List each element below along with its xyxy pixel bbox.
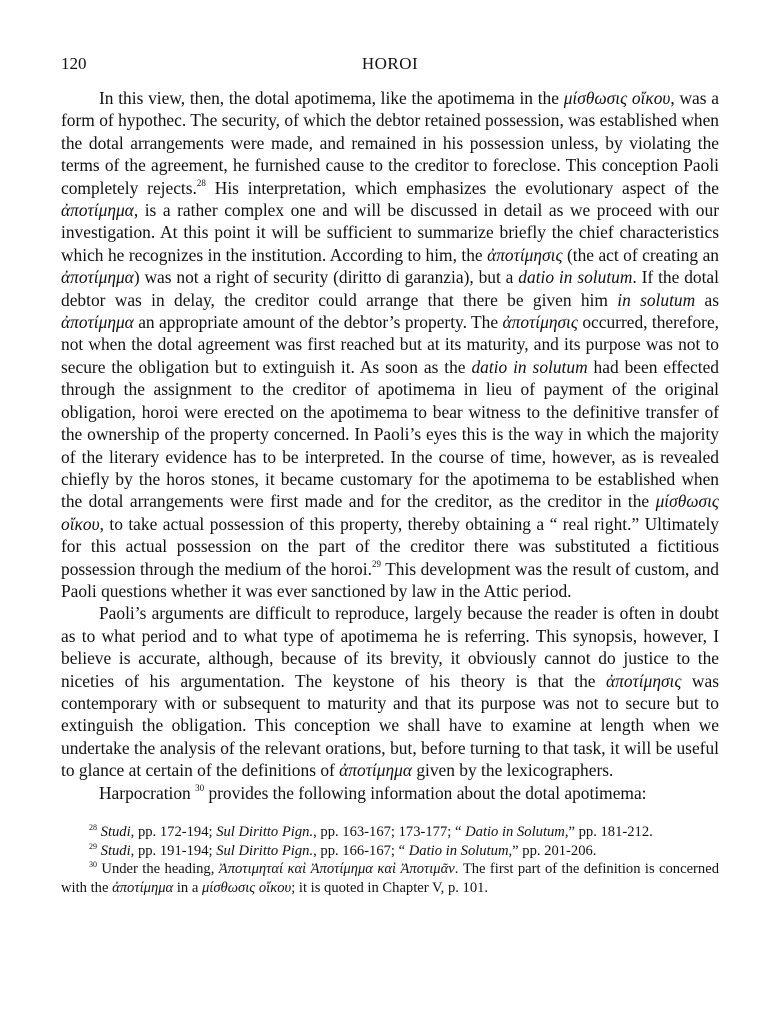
italic-text: ἀποτίμημα (112, 879, 174, 896)
text-run: Harpocration (99, 782, 196, 803)
italic-text: Studi (100, 842, 131, 859)
text-run: Under the heading, (97, 861, 219, 877)
footnote-ref: 28 (196, 177, 206, 188)
text-run: , pp. 166-167; “ (313, 842, 409, 859)
text-run: ” pp. 181-212. (568, 824, 653, 840)
text-run: ; it is quoted in Chapter V, p. 101. (291, 879, 489, 896)
text-run: ” pp. 201-206. (512, 842, 597, 859)
italic-text: in solutum (617, 289, 696, 310)
text-run: . If the dotal debtor was in delay, the creditor could arrange that there be given him (61, 267, 719, 310)
page-header (61, 52, 719, 76)
italic-text: datio in solutum (471, 356, 588, 377)
footnotes (61, 823, 719, 897)
footnote-ref: 30 (89, 860, 97, 869)
text-run: ) was not a right of security (diritto di garanzia), but a (133, 267, 519, 288)
italic-text: Studi (100, 824, 131, 840)
italic-text: Sul Diritto Pign. (216, 842, 314, 859)
text-run: , pp. 191-194; (130, 842, 217, 859)
text-run: , to take actual possession of this property, thereby obtaining a “ real right.” Ultimately for this actual possession on the part of the creditor there was substituted a fictitious possession through the medium of the horoi. (61, 513, 719, 579)
text-run: as (695, 289, 719, 310)
text-run: . The first part of the definition is concerned with the (61, 861, 719, 896)
text-run: His interpretation, which emphasizes the evolutionary aspect of the (205, 177, 719, 198)
italic-text: μίσθωσις οἴκου (563, 88, 671, 108)
footnote-ref: 30 (195, 782, 205, 793)
italic-text: ἀποτίμημα (339, 760, 412, 781)
page-number: 120 (61, 54, 87, 73)
footnote-ref: 29 (371, 558, 381, 569)
italic-text: ἀποτίμησις (502, 312, 578, 333)
italic-text: datio in solutum (518, 267, 633, 288)
footnote-ref: 29 (89, 841, 97, 851)
italic-text: μίσθωσις οἴκου (61, 491, 719, 534)
text-run: was contemporary with or subsequent to maturity and that its purpose was not to secure but to extinguish the obligation. This conception we shall have to examine at length when we undertake the analysis of the relevant orations, but, before turning to that task, it will be useful to glance at certain of the definitions of (61, 670, 719, 781)
footnote (61, 842, 719, 861)
paragraph (61, 782, 719, 804)
text-run: In this view, then, the dotal apotimema, like the apotimema in the (99, 88, 564, 108)
running-head: HOROI (361, 54, 419, 73)
text-run: given by the lexicographers. (411, 760, 614, 781)
text-run: in a (173, 879, 202, 896)
text-run: had been effected through the assignment to the creditor of apotimema in lieu of payment of the original obligation, horoi were erected on the apotimema to bear witness to the definitive transfer of the ownership of the property concerned. In Paoli’s eyes this is the way in which the majority of the literary evidence has to be interpreted. In the course of time, however, as is revealed chiefly by the horos stones, it became customary for the apotimema to be established when the dotal arrangements were first made and for the creditor, as the creditor in the (61, 356, 719, 512)
italic-text: ἀποτίμημα (61, 267, 134, 288)
text-run: , pp. 172-194; (130, 824, 217, 840)
italic-text: ἀποτίμημα (61, 312, 134, 333)
text-run: This development was the result of custom, and Paoli questions whether it was ever sanctioned by law in the Attic period. (61, 558, 719, 601)
italic-text: Sul Diritto Pign. (216, 824, 314, 840)
text-run: an appropriate amount of the debtor’s property. The (133, 312, 503, 333)
italic-text: ἀποτίμησις (606, 670, 682, 691)
footnote (61, 860, 719, 897)
footnote-ref: 28 (89, 823, 97, 832)
text-run: provides the following information about the dotal apotimema: (204, 782, 647, 803)
footnote (61, 823, 719, 842)
italic-text: ἀποτίμημα (61, 200, 134, 221)
text-run: (the act of creating an (562, 244, 719, 265)
text-run: Paoli’s arguments are difficult to reproduce, largely because the reader is often in doubt as to what period and to what type of apotimema he is referring. This synopsis, however, I believe is accurate, although, because of its brevity, it obviously cannot do justice to the niceties of his argumentation. The keystone of his theory is that the (61, 603, 719, 691)
text-run: , is a rather complex one and will be discussed in detail as we proceed with our investigation. At this point it will be sufficient to summarize briefly the chief characteristics which he recognizes in the institution. According to him, the (61, 200, 719, 265)
paragraph (61, 602, 719, 781)
text-run: , was a form of hypothec. The security, of which the debtor retained possession, was established when the dotal arrangements were made, and remained in his possession unless, by violating the terms of the agreement, he furnished cause to the creditor to foreclose. This conception Paoli completely rejects. (61, 88, 719, 198)
paragraph (61, 87, 719, 602)
italic-text: Datio in Solutum, (408, 842, 513, 859)
italic-text: Ἀποτιμηταί καὶ Ἀποτίμημα καὶ Ἀποτιμᾶν (218, 861, 455, 877)
text-run: , pp. 163-167; 173-177; “ (313, 824, 466, 840)
italic-text: Datio in Solutum, (465, 824, 569, 840)
body-text (61, 87, 719, 804)
text-run: occurred, therefore, not when the dotal agreement was first reached but at its maturity, and its purpose was not to secure the obligation but to extinguish it. As soon as the (61, 312, 720, 377)
italic-text: μίσθωσις οἴκου (201, 879, 292, 896)
italic-text: ἀποτίμησις (487, 244, 563, 265)
